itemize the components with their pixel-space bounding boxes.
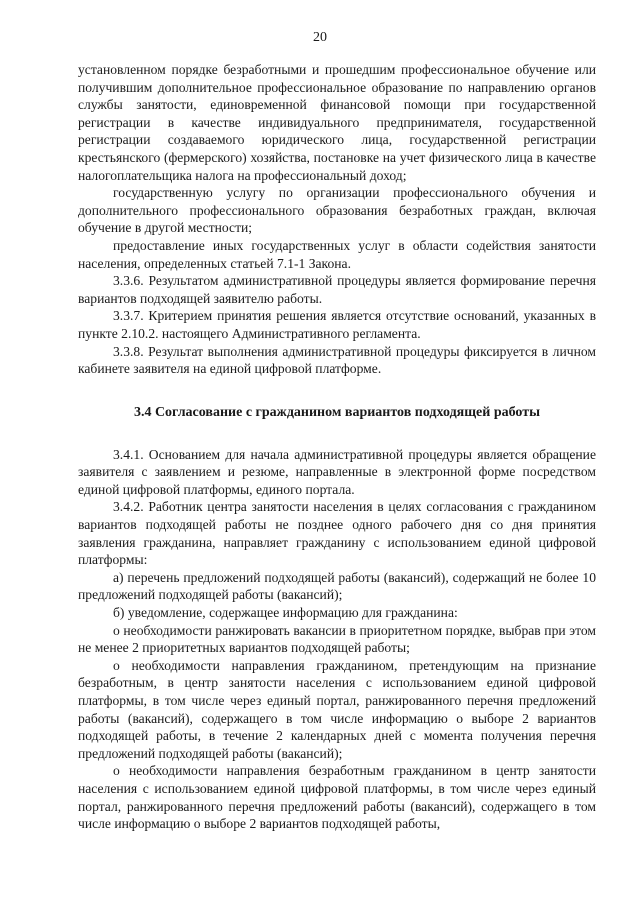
paragraph-continuation: установленном порядке безработными и прошедшим профессиональное обучение или получившим дополнительное профессиональное образование по направлению органов службы занятости, единовременной финансовой помощи при государственной регистрации в качестве индивидуального предпринимателя, государственной регистрации создаваемого юридического лица, государственной регистрации крестьянского (фермерского) хозяйства, постановке на учет физического лица в качестве налогоплательщика налога на профессиональный доход; [78,62,596,183]
paragraph-unemployed-notice: о необходимости направления безработным гражданином в центр занятости населения с использованием единой цифровой платформы, в том числе через единый портал, ранжированного перечня предложений работы (вакансий), содержащего в том числе информацию о выборе 2 вариантов подходящей работы, [78,763,596,832]
paragraph-3-4-1: 3.4.1. Основанием для начала административной процедуры является обращение заявителя с заявлением и резюме, направленные в электронной форме посредством единой цифровой платформы, единого портала. [78,446,596,497]
paragraph-3-3-7: 3.3.7. Критерием принятия решения является отсутствие оснований, указанных в пункте 2.10.2. настоящего Административного регламента. [78,308,596,341]
paragraph-item-a: а) перечень предложений подходящей работы (вакансий), содержащий не более 10 предложений подходящей работы (вакансий); [78,569,596,603]
paragraph-3-3-6: 3.3.6. Результатом административной процедуры является формирование перечня вариантов подходящей заявителю работы. [78,273,596,306]
paragraph-ranking-notice: о необходимости ранжировать вакансии в приоритетном порядке, выбрав при этом не менее 2 приоритетных вариантов подходящей работы; [78,622,596,656]
section-heading-3-4: 3.4 Согласование с гражданином вариантов подходящей работы [133,404,541,420]
paragraph-3-4-2: 3.4.2. Работник центра занятости населения в целях согласования с гражданином вариантов подходящей работы не позднее одного рабочего дня со дня принятия заявления гражданина, направляет гражданину с использованием единой цифровой платформы: [78,499,596,568]
paragraph-other-services: предоставление иных государственных услуг в области содействия занятости населения, определенных статьей 7.1-1 Закона. [78,237,596,271]
paragraph-3-3-8: 3.3.8. Результат выполнения административной процедуры фиксируется в личном кабинете заявителя на единой цифровой платформе. [78,343,596,377]
page-number: 20 [313,30,327,45]
paragraph-applicant-notice: о необходимости направления гражданином, претендующим на признание безработным, в центр занятости населения с использованием единой цифровой платформы, в том числе через единый портал, ранжированного перечня предложений работы (вакансий), содержащего в том числе информацию о выборе 2 вариантов подходящей работы, в течение 2 календарных дней с момента получения перечня предложений подходящей работы (вакансий); [78,657,596,761]
paragraph-item-b: б) уведомление, содержащее информацию для гражданина: [113,605,458,621]
paragraph-training-service: государственную услугу по организации профессионального обучения и дополнительного профессионального образования безработных граждан, включая обучение в другой местности; [78,185,596,236]
document-body [78,61,596,833]
